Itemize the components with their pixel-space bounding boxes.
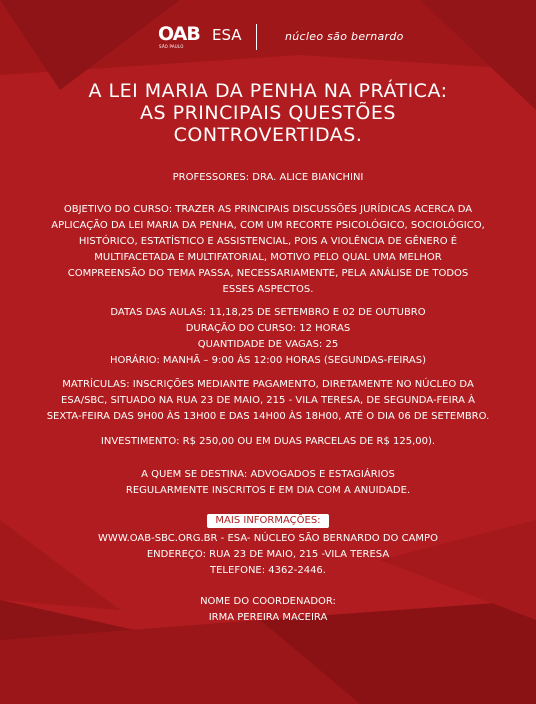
objetivo-section [40,202,496,298]
matriculas-section [40,377,496,425]
info-duracao: DURAÇÃO DO CURSO: 12 HORAS [185,323,351,334]
matriculas-line: ESA/SBC, SITUADO NA RUA 23 DE MAIO, 215 - VILA TERESA, DE SEGUNDA-FEIRA À [61,395,475,406]
info-vagas: QUANTIDADE DE VAGAS: 25 [197,339,339,350]
objetivo-line: HISTÓRICO, ESTATÍSTICO E ASSISTENCIAL, POIS A VIOLÊNCIA DE GÊNERO É [78,236,458,247]
oab-logo-text: OAB [158,23,200,45]
oab-logo-subtext: SÃO PAULO [159,44,184,49]
title-line: CONTROVERTIDAS. [173,124,363,146]
destina-section [40,467,496,499]
objetivo-line: OBJETIVO DO CURSO: TRAZER AS PRINCIPAIS DISCUSSÕES JURÍDICAS ACERCA DA [63,204,473,215]
header-divider [256,24,257,50]
professores-text: PROFESSORES: DRA. ALICE BIANCHINI [172,172,364,183]
mais-informacoes-badge: MAIS INFORMAÇÕES: [207,514,328,528]
esa-label: ESA [212,26,242,44]
investimento-section [40,434,496,450]
matriculas-line: SEXTA-FEIRA DAS 9H00 ÀS 13H00 E DAS 14H00 ÀS 18H00, ATÉ O DIA 06 DE SETEMBRO. [46,411,490,422]
page-title [0,80,536,146]
header [0,24,536,54]
investimento-text: INVESTIMENTO: R$ 250,00 OU EM DUAS PARCELAS DE R$ 125,00). [100,436,436,447]
info-horario: HORÁRIO: MANHÃ – 9:00 ÀS 12:00 HORAS (SEGUNDAS-FEIRAS) [110,355,426,366]
coordenador-label: NOME DO COORDENADOR: [200,596,336,607]
objetivo-line: ESSES ASPECTOS. [222,284,314,295]
professores-section [40,170,496,186]
info-section [40,305,496,369]
title-line: AS PRINCIPAIS QUESTÕES [140,102,396,124]
info-datas: DATAS DAS AULAS: 11,18,25 DE SETEMBRO E 02 DE OUTUBRO [110,307,426,318]
oab-logo [158,24,210,54]
coordenador-section [40,594,496,626]
nucleo-label: núcleo são bernardo [285,30,404,43]
objetivo-line: COMPREENSÃO DO TEMA PASSA, NECESSARIAMENTE, PELA ANÁLISE DE TODOS [67,268,469,279]
coordenador-nome: IRMA PEREIRA MACEIRA [208,612,328,623]
contato-telefone: TELEFONE: 4362-2446. [210,565,326,576]
objetivo-line: APLICAÇÃO DA LEI MARIA DA PENHA, COM UM RECORTE PSICOLÓGICO, SOCIOLÓGICO, [51,220,485,231]
destina-line: A QUEM SE DESTINA: ADVOGADOS E ESTAGIÁRIOS [141,469,395,480]
title-line: A LEI MARIA DA PENHA NA PRÁTICA: [88,80,448,102]
matriculas-line: MATRÍCULAS: INSCRIÇÕES MEDIANTE PAGAMENTO, DIRETAMENTE NO NÚCLEO DA [62,379,474,390]
mais-info-row [40,513,496,529]
destina-line: REGULARMENTE INSCRITOS E EM DIA COM A ANUIDADE. [125,485,411,496]
contato-section [40,531,496,579]
contato-website[interactable]: WWW.OAB-SBC.ORG.BR - ESA- NÚCLEO SÃO BERNARDO DO CAMPO [98,533,438,544]
objetivo-line: MULTIFACETADA E MULTIFATORIAL, MOTIVO PELO QUAL UMA MELHOR [94,252,442,263]
contato-endereco: ENDEREÇO: RUA 23 DE MAIO, 215 -VILA TERESA [146,549,390,560]
